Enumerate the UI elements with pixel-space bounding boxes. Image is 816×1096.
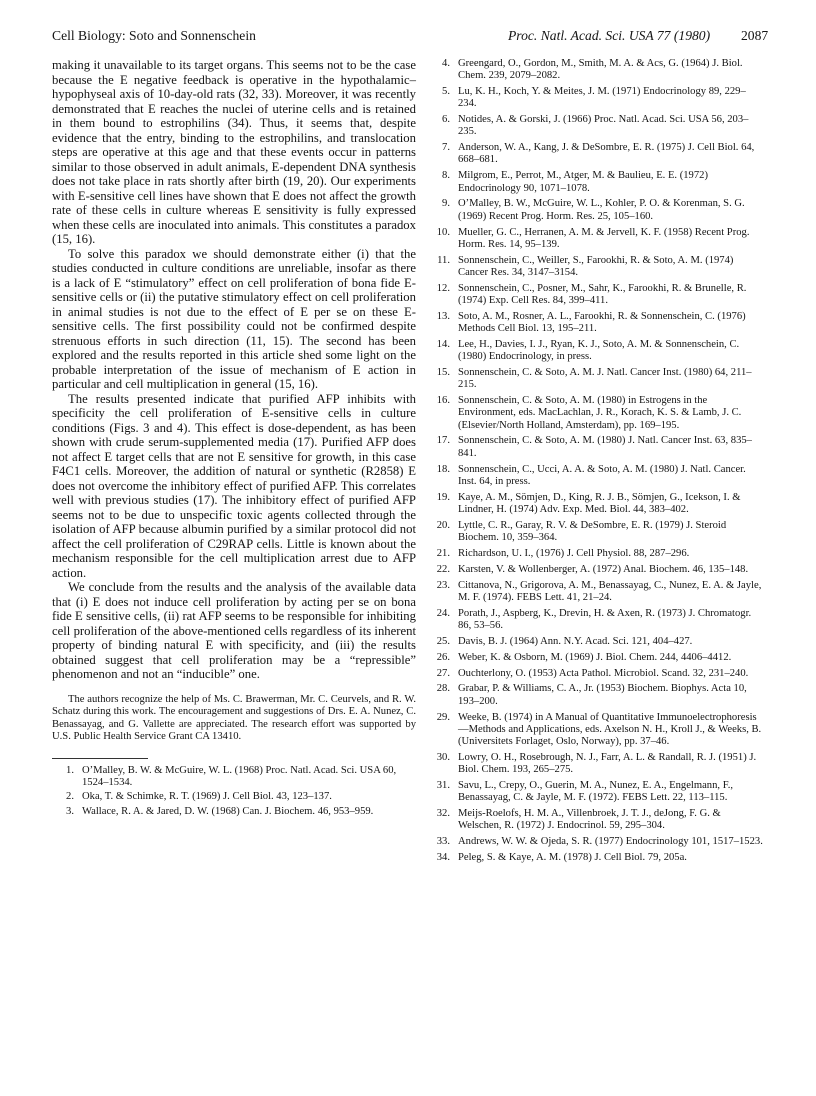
- reference-item: [428, 564, 764, 576]
- reference-number: 8.: [442, 170, 450, 182]
- reference-text: Sonnenschein, C., Ucci, A. A. & Soto, A. M. (1980) J. Natl. Cancer. Inst. 64, in press.: [458, 463, 746, 487]
- reference-list-right: [428, 58, 764, 864]
- reference-item: [428, 492, 764, 516]
- reference-text: Cittanova, N., Grigorova, A. M., Benassayag, C., Nunez, E. A. & Jayle, M. F. (1974). FEBS Lett. 41, 21–24.: [458, 579, 762, 603]
- reference-item: [428, 198, 764, 222]
- reference-text: Greengard, O., Gordon, M., Smith, M. A. & Acs, G. (1964) J. Biol. Chem. 239, 2079–2082.: [458, 58, 743, 82]
- reference-item: [428, 780, 764, 804]
- reference-item: [428, 712, 764, 749]
- acknowledgment: The authors recognize the help of Ms. C. Brawerman, Mr. C. Ceurvels, and R. W. Schatz during this work. The encouragement and suggestions of Drs. E. A. Nunez, C. Benassayag, and G. Vallette are appreciated. The research effort was supported by U.S. Public Health Service Grant CA 13410.: [52, 693, 416, 743]
- reference-item: [428, 255, 764, 279]
- reference-item: [428, 808, 764, 832]
- left-column: [52, 58, 416, 820]
- reference-item: [428, 464, 764, 488]
- running-header-section: Cell Biology: Soto and Sonnenschein: [52, 28, 256, 43]
- reference-item: [428, 636, 764, 648]
- reference-number: 31.: [436, 779, 450, 791]
- reference-text: Sonnenschein, C. & Soto, A. M. J. Natl. Cancer Inst. (1980) 64, 211–215.: [458, 367, 752, 391]
- reference-text: Anderson, W. A., Kang, J. & DeSombre, E. R. (1975) J. Cell Biol. 64, 668–681.: [458, 142, 755, 166]
- reference-text: Lee, H., Davies, I. J., Ryan, K. J., Soto, A. M. & Sonnenschein, C. (1980) Endocrinology, in press.: [458, 338, 740, 363]
- reference-text: Karsten, V. & Wollenberger, A. (1972) Anal. Biochem. 46, 135–148.: [458, 563, 749, 575]
- reference-item: [428, 142, 764, 166]
- reference-text: O’Malley, B. W., McGuire, W. L., Kohler, P. O. & Korenman, S. G. (1969) Recent Prog. Horm. Res. 25, 105–160.: [458, 198, 745, 222]
- reference-item: [428, 520, 764, 544]
- page-number: 2087: [741, 28, 769, 43]
- reference-number: 16.: [436, 395, 450, 407]
- reference-number: 14.: [436, 338, 450, 350]
- reference-text: Richardson, U. I., (1976) J. Cell Physiol. 88, 287–296.: [458, 547, 690, 559]
- reference-item: [52, 806, 416, 818]
- reference-number: 27.: [436, 667, 450, 679]
- reference-number: 5.: [442, 86, 450, 98]
- reference-text: Wallace, R. A. & Jared, D. W. (1968) Can. J. Biochem. 46, 953–959.: [82, 805, 374, 817]
- references-divider: [52, 758, 148, 759]
- reference-number: 18.: [436, 463, 450, 475]
- reference-text: Ouchterlony, O. (1953) Acta Pathol. Microbiol. Scand. 32, 231–240.: [458, 667, 749, 679]
- reference-number: 17.: [436, 435, 450, 447]
- reference-item: [428, 367, 764, 391]
- reference-text: Peleg, S. & Kaye, A. M. (1978) J. Cell Biol. 79, 205a.: [458, 852, 687, 863]
- reference-number: 28.: [436, 683, 450, 695]
- body-paragraph: To solve this paradox we should demonstrate either (i) that the studies conducted in culture conditions are unreliable, insofar as there is a lack of E “stimulatory” effect on cell proliferation of bona fide E-sensitive cells or (ii) the putative stimulatory effect on cell proliferation in animal studies is not due to the effect of E per se on these E-sensitive cells. The first possibility could not be confirmed despite strenuous efforts in such direction (11, 15). The second has been explored and the results reported in this article shed some light on the probable interpretation of the issue of mechanism of E action in particular and cell multiplication in general (15, 16).: [52, 246, 416, 391]
- reference-text: Grabar, P. & Williams, C. A., Jr. (1953) Biochem. Biophys. Acta 10, 193–200.: [458, 683, 747, 707]
- reference-item: [428, 652, 764, 664]
- reference-number: 25.: [436, 635, 450, 647]
- reference-number: 34.: [436, 852, 450, 863]
- body-paragraph: The results presented indicate that purified AFP inhibits with specificity the cell proliferation of E-sensitive cells in culture conditions (Figs. 3 and 4). This effect is dose-dependent, as has been shown with crude serum-supplemented media (17). Purified AFP does not affect E target cells that are not E sensitive for growth, in this case F4C1 cells. Moreover, the addition of natural or synthetic (R2858) E does not overcome the inhibitory effect of purified AFP. This correlates well with previous studies (17). The inhibitory effect of purified AFP seems not to be due to unspecific toxic agents collected through the isolation of AFP because albumin purified by a similar protocol did not affect the cell proliferation of C29RAP cells. Little is known about the mechanism responsible for the cell multiplication arrest due to AFP action.: [52, 391, 416, 580]
- reference-number: 4.: [442, 58, 450, 69]
- reference-number: 2.: [66, 791, 74, 803]
- reference-item: [428, 170, 764, 194]
- reference-text: Savu, L., Crepy, O., Guerin, M. A., Nunez, E. A., Engelmann, F., Benassayag, C. & Jayle, M. F. (1972). FEBS Lett. 22, 113–115.: [458, 779, 734, 804]
- reference-item: [428, 580, 764, 604]
- reference-text: Weeke, B. (1974) in A Manual of Quantitative Immunoelectrophoresis—Methods and Applications, eds. Axelson N. H., Kroll J., & Weeks, B. (Universitets Forlaget, Oslo, Norway), pp. 37–46.: [458, 711, 762, 747]
- reference-text: Notides, A. & Gorski, J. (1966) Proc. Natl. Acad. Sci. USA 56, 203–235.: [458, 114, 749, 138]
- reference-number: 13.: [436, 310, 450, 322]
- reference-number: 23.: [436, 579, 450, 591]
- reference-text: Andrews, W. W. & Ojeda, S. R. (1977) Endocrinology 101, 1517–1523.: [458, 836, 763, 848]
- reference-item: [428, 668, 764, 680]
- reference-text: O’Malley, B. W. & McGuire, W. L. (1968) Proc. Natl. Acad. Sci. USA 60, 1524–1534.: [82, 764, 397, 789]
- reference-number: 11.: [437, 254, 450, 266]
- reference-item: [428, 752, 764, 776]
- reference-number: 9.: [442, 198, 450, 210]
- reference-item: [52, 765, 416, 789]
- reference-number: 22.: [436, 563, 450, 575]
- reference-text: Weber, K. & Osborn, M. (1969) J. Biol. Chem. 244, 4406–4412.: [458, 651, 732, 663]
- reference-text: Sonnenschein, C., Posner, M., Sahr, K., Farookhi, R. & Brunelle, R. (1974) Exp. Cell Res. 84, 399–411.: [458, 282, 747, 306]
- reference-text: Sonnenschein, C. & Soto, A. M. (1980) in Estrogens in the Environment, eds. MacLachlan, J. R., Korach, K. S. & Lamb, J. C. (Elsevier/North Holland, Amsterdam), pp. 169–195.: [458, 395, 742, 431]
- reference-item: [428, 339, 764, 363]
- reference-number: 6.: [442, 114, 450, 126]
- body-paragraph: making it unavailable to its target organs. This seems not to be the case because the E negative feedback is operative in the hypothalamic–hypophyseal axis of 10-day-old rats (32, 33). Moreover, it was recently demonstrated that E reaches the nuclei of uterine cells and is retained in them bound to estrophilins (34). Thus, it seems that, despite evidence that the entry, binding to the estrophilins, and translocation steps are operative at this age and that these events occur in patterns similar to those observed in adult animals, E-dependent DNA synthesis does not take place in rats shortly after birth (19, 20). Our experiments with E-sensitive cell lines have shown that E does not affect the growth rate of these cells in culture whereas E sensitivity is fully expressed when these cells are inoculated into animals. This constitutes a paradox (15, 16).: [52, 58, 416, 246]
- reference-number: 24.: [436, 607, 450, 619]
- right-column: [428, 58, 764, 868]
- reference-number: 21.: [436, 547, 450, 559]
- reference-text: Sonnenschein, C. & Soto, A. M. (1980) J. Natl. Cancer Inst. 63, 835–841.: [458, 435, 752, 459]
- reference-number: 12.: [436, 282, 450, 294]
- reference-item: [52, 791, 416, 803]
- running-header-journal: Proc. Natl. Acad. Sci. USA 77 (1980): [508, 28, 711, 43]
- reference-text: Davis, B. J. (1964) Ann. N.Y. Acad. Sci. 121, 404–427.: [458, 635, 693, 647]
- reference-item: [428, 114, 764, 138]
- reference-item: [428, 548, 764, 560]
- reference-number: 7.: [442, 142, 450, 154]
- reference-number: 30.: [436, 751, 450, 763]
- reference-text: Lu, K. H., Koch, Y. & Meites, J. M. (1971) Endocrinology 89, 229–234.: [458, 86, 746, 110]
- reference-number: 26.: [436, 651, 450, 663]
- reference-item: [428, 836, 764, 848]
- reference-text: Meijs-Roelofs, H. M. A., Villenbroek, J. T. J., deJong, F. G. & Welschen, R. (1972) J. Endocrinol. 59, 295–304.: [458, 808, 721, 832]
- reference-item: [428, 608, 764, 632]
- reference-text: Lyttle, C. R., Garay, R. V. & DeSombre, E. R. (1979) J. Steroid Biochem. 10, 359–364.: [458, 519, 727, 543]
- reference-item: [428, 435, 764, 459]
- reference-item: [428, 227, 764, 251]
- reference-text: Porath, J., Aspberg, K., Drevin, H. & Axen, R. (1973) J. Chromatogr. 86, 53–56.: [458, 607, 752, 631]
- reference-list-left: [52, 765, 416, 818]
- reference-item: [428, 395, 764, 432]
- reference-number: 1.: [66, 764, 74, 776]
- reference-number: 15.: [436, 367, 450, 379]
- reference-item: [428, 852, 764, 864]
- reference-number: 32.: [436, 808, 450, 820]
- body-paragraph: We conclude from the results and the analysis of the available data that (i) E does not induce cell proliferation by acting per se on bona fide E sensitive cells, (ii) rat AFP seems to be responsible for inhibiting cell proliferation of the above-mentioned cells regardless of its inherent property of binding natural E with specificity, and (iii) the results obtained suggest that cell proliferation may be a “repressible” phenomenon and not an “inducible” one.: [52, 580, 416, 681]
- reference-text: Milgrom, E., Perrot, M., Atger, M. & Baulieu, E. E. (1972) Endocrinology 90, 1071–1078.: [458, 170, 708, 194]
- reference-number: 20.: [436, 519, 450, 531]
- reference-text: Lowry, O. H., Rosebrough, N. J., Farr, A. L. & Randall, R. J. (1951) J. Biol. Chem. 193, 265–275.: [458, 751, 757, 776]
- reference-item: [428, 283, 764, 307]
- reference-number: 33.: [436, 836, 450, 848]
- reference-item: [428, 311, 764, 335]
- reference-text: Sonnenschein, C., Weiller, S., Farookhi, R. & Soto, A. M. (1974) Cancer Res. 34, 3147–3154.: [458, 254, 734, 278]
- reference-number: 29.: [436, 711, 450, 723]
- reference-text: Kaye, A. M., Sömjen, D., King, R. J. B., Sömjen, G., Icekson, I. & Lindner, H. (1974) Adv. Exp. Med. Biol. 44, 383–402.: [458, 491, 741, 515]
- reference-text: Oka, T. & Schimke, R. T. (1969) J. Cell Biol. 43, 123–137.: [82, 791, 332, 803]
- reference-text: Soto, A. M., Rosner, A. L., Farookhi, R. & Sonnenschein, C. (1976) Methods Cell Biol. 13, 195–211.: [458, 310, 746, 335]
- reference-item: [428, 683, 764, 707]
- reference-text: Mueller, G. C., Herranen, A. M. & Jervell, K. F. (1958) Recent Prog. Horm. Res. 14, 95–139.: [458, 226, 750, 250]
- reference-number: 19.: [436, 491, 450, 503]
- reference-item: [428, 86, 764, 110]
- reference-item: [428, 58, 764, 82]
- reference-number: 10.: [436, 226, 450, 238]
- reference-number: 3.: [66, 805, 74, 817]
